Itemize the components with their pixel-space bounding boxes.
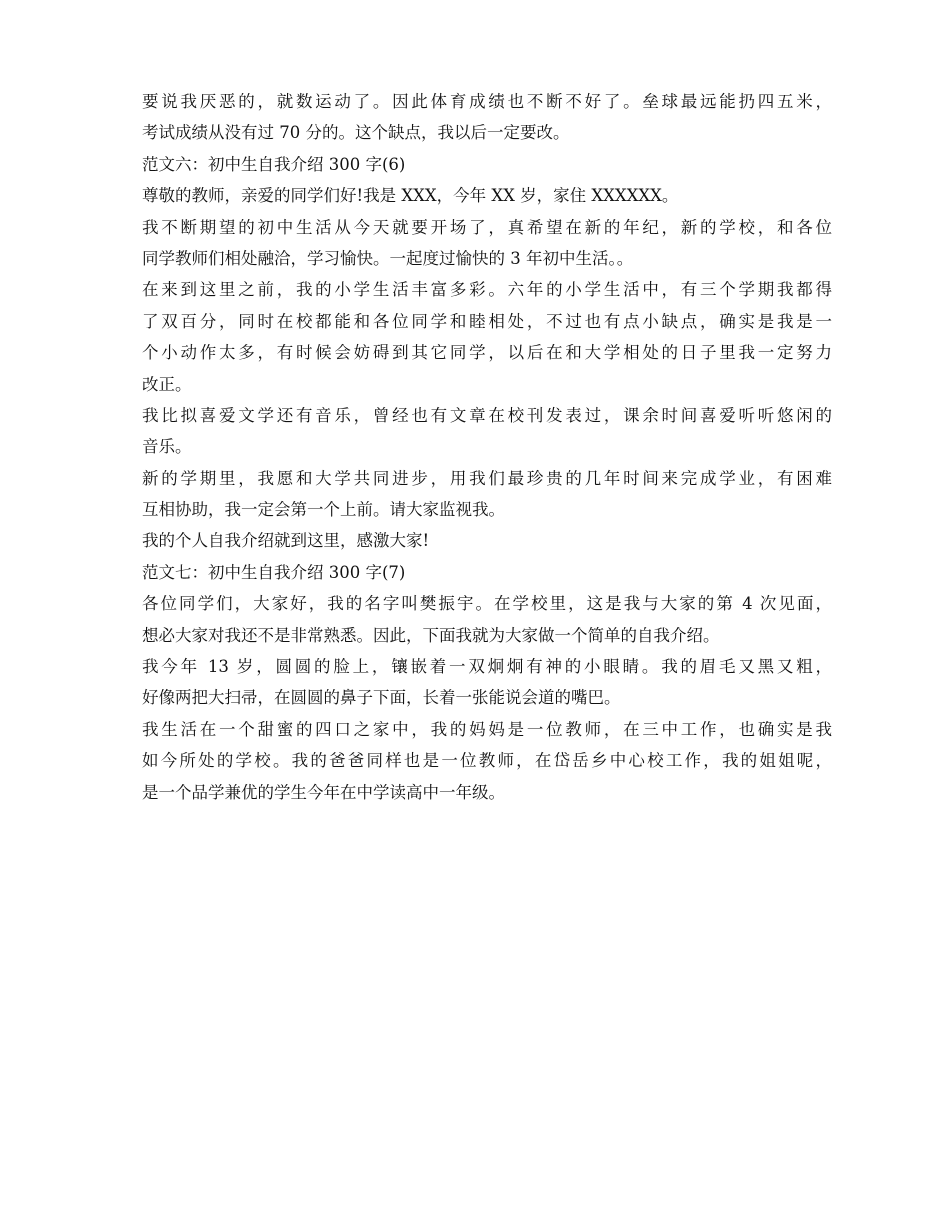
text-line: 要说我厌恶的，就数运动了。因此体育成绩也不断不好了。垒球最远能扔四五米， [142, 92, 832, 111]
text-line: 在来到这里之前，我的小学生活丰富多彩。六年的小学生活中，有三个学期我都得 [142, 280, 832, 300]
text-line: 我的个人自我介绍就到这里，感激大家! [142, 531, 430, 551]
text-line: 如今所处的学校。我的爸爸同样也是一位教师，在岱岳乡中心校工作，我的姐姐呢， [142, 751, 832, 771]
text-line: 我今年 13 岁，圆圆的脸上，镶嵌着一双炯炯有神的小眼睛。我的眉毛又黑又粗， [142, 657, 832, 677]
text-line: 好像两把大扫帚，在圆圆的鼻子下面，长着一张能说会道的嘴巴。 [142, 688, 621, 708]
text-line: 是一个品学兼优的学生今年在中学读高中一年级。 [142, 782, 505, 802]
section-heading: 范文六：初中生自我介绍 300 字(6) [142, 154, 406, 174]
text-line: 了双百分，同时在校都能和各位同学和睦相处，不过也有点小缺点，确实是我是一 [142, 311, 832, 331]
text-line: 同学教师们相处融洽，学习愉快。一起度过愉快的 3 年初中生活。。 [142, 248, 634, 268]
text-line: 我比拟喜爱文学还有音乐，曾经也有文章在校刊发表过，课余时间喜爱听听悠闲的 [142, 405, 832, 425]
text-line: 互相协助，我一定会第一个上前。请大家监视我。 [142, 500, 505, 520]
text-line: 想必大家对我还不是非常熟悉。因此，下面我就为大家做一个简单的自我介绍。 [142, 625, 720, 645]
text-line: 改正。 [142, 374, 192, 394]
text-line: 我生活在一个甜蜜的四口之家中，我的妈妈是一位教师，在三中工作，也确实是我 [142, 719, 832, 739]
document-body [142, 86, 832, 808]
text-line: 新的学期里，我愿和大学共同进步，用我们最珍贵的几年时间来完成学业，有困难 [142, 468, 832, 488]
text-line: 我不断期望的初中生活从今天就要开场了，真希望在新的年纪，新的学校，和各位 [142, 217, 832, 237]
text-line: 考试成绩从没有过 70 分的。这个缺点，我以后一定要改。 [142, 123, 570, 143]
text-line: 尊敬的教师，亲爱的同学们好!我是 XXX，今年 XX 岁，家住 XXXXXX。 [142, 186, 679, 206]
text-line: 音乐。 [142, 437, 192, 457]
text-line: 各位同学们，大家好，我的名字叫樊振宇。在学校里，这是我与大家的第 4 次见面， [142, 594, 832, 614]
text-line: 个小动作太多，有时候会妨碍到其它同学，以后在和大学相处的日子里我一定努力 [142, 343, 832, 363]
section-heading: 范文七：初中生自我介绍 300 字(7) [142, 562, 406, 582]
